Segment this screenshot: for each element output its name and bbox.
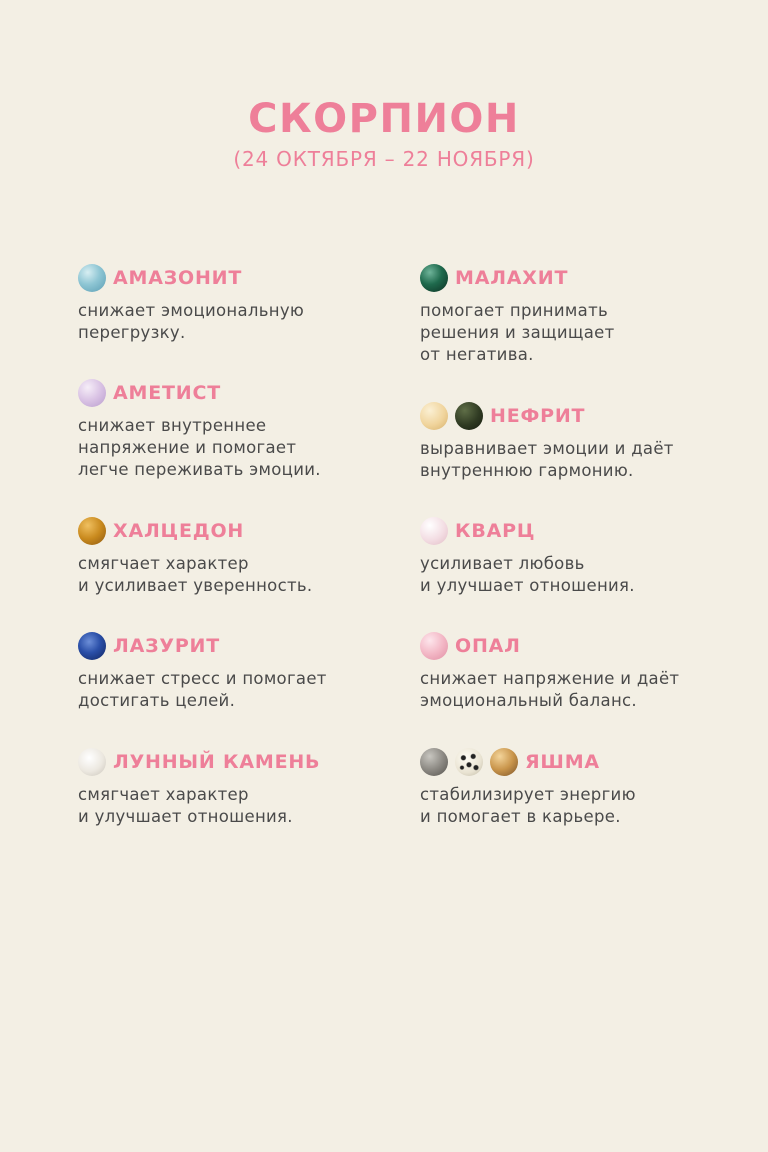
stone-name: НЕФРИТ: [490, 405, 586, 427]
light-nephrite-stone-icon: [420, 402, 448, 430]
page-header: [0, 96, 768, 172]
stone-description: снижает внутреннее напряжение и помогает легче переживать эмоции.: [78, 416, 321, 479]
stone-item-opal: [420, 630, 740, 712]
stone-item-lazurite: [78, 630, 398, 712]
stone-description: стабилизирует энергию и помогает в карьере.: [420, 785, 636, 826]
page-subtitle-dates: (24 ОКТЯБРЯ – 22 НОЯБРЯ): [233, 147, 535, 171]
stone-name: ОПАЛ: [455, 635, 521, 657]
stone-description: помогает принимать решения и защищает от негатива.: [420, 301, 615, 364]
yellow-jasper-stone-icon: [490, 748, 518, 776]
stone-name: ЛУННЫЙ КАМЕНЬ: [113, 751, 321, 773]
stone-description: выравнивает эмоции и даёт внутреннюю гармонию.: [420, 439, 674, 480]
stone-name: ЯШМА: [525, 751, 600, 773]
stone-item-amethyst: [78, 377, 398, 481]
stone-name: КВАРЦ: [455, 520, 536, 542]
quartz-stone-icon: [420, 517, 448, 545]
moonstone-stone-icon: [78, 748, 106, 776]
opal-stone-icon: [420, 632, 448, 660]
stone-name: ЛАЗУРИТ: [113, 635, 221, 657]
stone-description: снижает напряжение и даёт эмоциональный баланс.: [420, 669, 680, 710]
stone-name: МАЛАХИТ: [455, 267, 569, 289]
stone-item-chalcedony: [78, 515, 398, 597]
amethyst-stone-icon: [78, 379, 106, 407]
stone-item-moonstone: [78, 746, 398, 828]
stone-item-amazonite: [78, 262, 398, 344]
stone-item-nephrite: [420, 400, 740, 482]
stone-name: АМАЗОНИТ: [113, 267, 243, 289]
malachite-stone-icon: [420, 264, 448, 292]
stone-item-jasper: [420, 746, 740, 828]
grey-jasper-stone-icon: [420, 748, 448, 776]
chalcedony-stone-icon: [78, 517, 106, 545]
lazurite-stone-icon: [78, 632, 106, 660]
dark-nephrite-stone-icon: [455, 402, 483, 430]
stone-description: смягчает характер и усиливает уверенность.: [78, 554, 313, 595]
stone-name: ХАЛЦЕДОН: [113, 520, 245, 542]
stone-description: смягчает характер и улучшает отношения.: [78, 785, 293, 826]
dalmatian-jasper-stone-icon: [455, 748, 483, 776]
stone-item-quartz: [420, 515, 740, 597]
amazonite-stone-icon: [78, 264, 106, 292]
stone-item-malachite: [420, 262, 740, 366]
stone-description: снижает эмоциональную перегрузку.: [78, 301, 305, 342]
page-title: СКОРПИОН: [248, 96, 520, 142]
stone-name: АМЕТИСТ: [113, 382, 221, 404]
stone-description: снижает стресс и помогает достигать целей.: [78, 669, 327, 710]
stone-description: усиливает любовь и улучшает отношения.: [420, 554, 635, 595]
